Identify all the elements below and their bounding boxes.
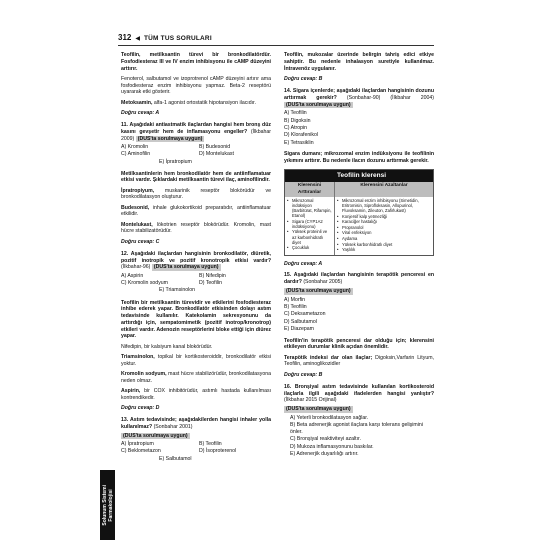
option-item: D) İsoproterenol — [199, 448, 237, 455]
option-item: E) Diazepam — [284, 325, 314, 332]
table-list-item: • Mikrozomal enzim inhibisyonu (Simetidin, Eritromisin, Siprofloksasin, Allopurinol, Fluvoksamin, Zileuton, Zafirlukast) — [337, 198, 431, 213]
question-14: 14. Sigara içenlerde; aşağıdaki ilaçlardan hangisinin dozunu arttırmak gerekir? (Sonbahar-90) (İlkbahar 2004) (DUS'ta sorulmaya uygun) — [284, 88, 434, 108]
table-list-item: • Yüksek karbonhidratlı diyet — [337, 242, 431, 247]
option-item: A) Morfin — [284, 296, 306, 303]
side-tab-line2: Farmakolojisi — [107, 488, 114, 522]
option-item: B) Budesonid — [199, 144, 231, 151]
option-item: B) Teofilin — [199, 441, 222, 448]
table-list-item: • Yaşlılık — [337, 247, 431, 252]
explanation-paragraph: Metilksantinlerin hem bronkodilatör hem de antiinflamatuar etkisi vardır. Şıklardaki metilksantin türevi ilaç, aminofilindir. — [121, 170, 271, 184]
explanation-paragraph: Metoksamin, alfa-1 agonist ortostatik hipotansiyon ilacıdır. — [121, 99, 256, 106]
question-13: 13. Astım tedavisinde; aşağıdakilerden hangisi inhaler yolla kullanılmaz? (Sonbahar 2001) — [121, 417, 271, 430]
option-item: E) Triamsinolon — [159, 287, 196, 294]
option-item: D) Teofilin — [199, 280, 222, 287]
dus-badge: (DUS'ta sorulmaya uygun) — [123, 432, 188, 439]
correct-answer: Doğru cevap: B — [284, 372, 323, 379]
dus-badge: (DUS'ta sorulmaya uygun) — [286, 287, 351, 294]
explanation-paragraph: Triamsinolon, topikal bir kortikosteroiddir, bronkodilatör etkisi yoktur. — [121, 353, 271, 367]
options-list — [284, 110, 434, 146]
explanation-paragraph: Montelukast, lökotrien reseptör blokörüdür. Kromolin, mast hücre stabilizatörüdür. — [121, 221, 271, 235]
table-list-item: • Mikrozomal indüksiyon (Barbitürat, Rifampin, Etanol) — [287, 198, 332, 218]
options-list — [284, 297, 434, 333]
explanation-paragraph: Fenoterol, salbutamol ve izoprotrenol cAMP düzeyini artırır ama fosfodiesteraz enzim inhibisyonu yapmaz. Beta-2 reseptörü uyararak etki gösterir. — [121, 75, 271, 96]
correct-answer: Doğru cevap: B — [284, 76, 323, 83]
question-16: 16. Bronşiyal astım tedavisinde kullanılan kortikosteroid ilaçlarla ilgili aşağıdaki ifadelerden hangisi yanlıştır? (İlkbahar 2015 Orijinal) — [284, 383, 434, 404]
arrow-right-icon: ◀ — [135, 36, 140, 42]
option-item: B) Teofilin — [284, 303, 307, 310]
explanation-paragraph: Teofilin'in terapötik penceresi dar olduğu için; klerensini etkileyen durumlar klinik açıdan önemlidir. — [284, 337, 434, 351]
header-rule — [118, 45, 434, 46]
dus-badge: (DUS'ta sorulmaya uygun) — [286, 406, 351, 413]
explanation-paragraph: Teofilin bir metilksantin türevidir ve etkilerini fosfodiesteraz inhibe ederek yapar. Bronkodilatör etkisinden dolayı astım tedavisinde kullanılır. Katekolamin sekresyonunu da arttırdığı için, sempatomimetik (pozitif inotrop/kronotrop) etkileri vardır. Adenozin reseptörlerini bloke ettiği için diürez yapar. — [121, 299, 271, 340]
dus-badge: (DUS'ta sorulmaya uygun) — [286, 101, 351, 108]
option-item: E) Tetrasiklin — [284, 139, 314, 146]
option-item: D) Salbutamol — [284, 318, 317, 325]
explanation-paragraph: Sigara dumanı; mikrozomal enzim indüksiyonu ile teofilinin yıkımını arttırır. Bu nedenle ilacın dozunu arttırmak gerekir. — [284, 151, 434, 165]
theophylline-clearance-table — [284, 169, 434, 256]
option-item: C) Bronşiyal reaktiviteyi azaltır. — [290, 436, 361, 443]
option-item: E) İpratropium — [159, 158, 192, 165]
option-item: A) İpratropium — [121, 441, 154, 448]
option-item: B) Digoksin — [284, 117, 311, 124]
option-item: B) Nifedipin — [199, 273, 226, 280]
table-list-item: • Çocukluk — [287, 245, 332, 250]
option-item: D) Klorafenikol — [284, 132, 319, 139]
table-header-decrease: Klerensini Azaltanlar — [335, 182, 433, 196]
section-side-tab — [100, 470, 115, 540]
option-item: C) Aminofilin — [121, 151, 151, 158]
option-item: A) Aspirin — [121, 273, 144, 280]
options-list — [121, 441, 271, 462]
option-item: C) Deksametazon — [284, 311, 326, 318]
option-item: C) Beklometazon — [121, 448, 161, 455]
page-header — [118, 33, 438, 44]
explanation-paragraph: Kromolin sodyum, mast hücre stabilizörüdür, bronkodilatasyona neden olmaz. — [121, 370, 271, 384]
correct-answer: Doğru cevap: D — [121, 405, 160, 412]
book-title: TÜM TUS SORULARI — [143, 35, 212, 42]
table-list-item: • Karaciğer hastalığı — [337, 219, 431, 224]
option-item: E) Adrenerjik duyarlılığı artırır. — [290, 451, 359, 458]
dus-badge: (DUS'ta sorulmaya uygun) — [153, 264, 219, 271]
right-column — [284, 52, 434, 463]
table-header-increase: Klerensini Arttıranlar — [285, 182, 335, 196]
explanation-paragraph: Budesonid, inhale glukokortikoid preparatıdır, antiinflamatuar etkilidir. — [121, 204, 271, 218]
table-cell-decrease — [335, 197, 433, 255]
table-list-item: • Aydama — [337, 236, 431, 241]
table-list-item: • Yüksek proteinli ve az karbonhidratlı diyet — [287, 229, 332, 244]
option-item: B) Beta adrenerjik agonist ilaçlara karşı tolerans gelişimini önler. — [290, 422, 423, 436]
explanation-paragraph: İpratropiyum, muskarinik reseptör blokörüdür ve bronkodilatasyon oluşturur. — [121, 187, 271, 201]
side-tab-line1: Solunum Sistemi — [101, 484, 108, 526]
options-list — [284, 415, 434, 458]
explanation-paragraph: Aspirin, bir COX inhibitörüdür, astımlı hastada kullanılması kontrendikedir. — [121, 387, 271, 401]
page-number: 312 — [118, 33, 132, 42]
option-item: A) Teofilin — [284, 110, 307, 117]
options-list — [121, 273, 271, 294]
option-item: A) Kromolin — [121, 144, 149, 151]
option-item: D) Montelukast — [199, 151, 234, 158]
option-item: A) Yeterli bronkodilatasyon sağlar. — [290, 414, 369, 421]
options-list — [121, 144, 271, 165]
dus-badge: (DUS'ta sorulmaya uygun) — [137, 135, 203, 142]
correct-answer: Doğru cevap: C — [121, 239, 160, 246]
table-list-item: • Viral enfeksiyon — [337, 230, 431, 235]
table-title: Teofilin klerensi — [285, 170, 433, 182]
explanation-paragraph: Teofilin, mukozalar üzerinde belirgin tahriş edici etkiye sahiptir. Bu nedenle inhalasyon suretiyle kullanılmaz. İntravenöz uygulanır. — [284, 52, 434, 72]
question-11: 11. Aşağıdaki antiastmatik ilaçlardan hangisi hem bronş düz kasını gevşetir hem de inflamasyonu engeller? (İlkbahar 2009) (DUS'ta sorulmaya uygun) — [121, 122, 272, 142]
explanation-paragraph: Teofilin, metilksantin türevi bir bronkodilatördür. Fosfodiesteraz III ve IV enzim inhibisyonu ile cAMP düzeyini arttırır. — [121, 52, 271, 72]
table-cell-increase — [285, 197, 335, 255]
question-15: 15. Aşağıdaki ilaçlardan hangisinin terapötik penceresi en dardır? (Sonbahar 2005) — [284, 272, 434, 286]
option-item: E) Salbutamol — [159, 455, 192, 462]
table-list-item: • Propranolol — [337, 225, 431, 230]
question-12: 12. Aşağıdaki ilaçlardan hangisinin bronkodilatör, diüretik, pozitif inotropik ve pozitif kronotropik etkisi vardır? (İlkbahar-96) (DUS'ta sorulmaya uygun) — [121, 250, 271, 271]
table-list-item: • Sigara (CYP1A2 indüksiyonu) — [287, 219, 332, 229]
table-list-item: • Konjersif kalp yetmezliği — [337, 214, 431, 219]
correct-answer: Doğru cevap: A — [121, 110, 160, 117]
option-item: C) Atropin — [284, 124, 308, 131]
explanation-paragraph: Nifedipin, bir kalsiyum kanal blokörüdür. — [121, 343, 213, 350]
correct-answer: Doğru cevap: A — [284, 260, 323, 267]
left-column — [121, 52, 271, 468]
explanation-paragraph: Terapötik indeksi dar olan ilaçlar; Digoksin,Varfarin Lityum, Teofilin, aminoglikozidler — [284, 354, 434, 368]
option-item: D) Mukoza inflamasyonunu baskılar. — [290, 443, 374, 450]
option-item: C) Kromolin sodyum — [121, 280, 168, 287]
